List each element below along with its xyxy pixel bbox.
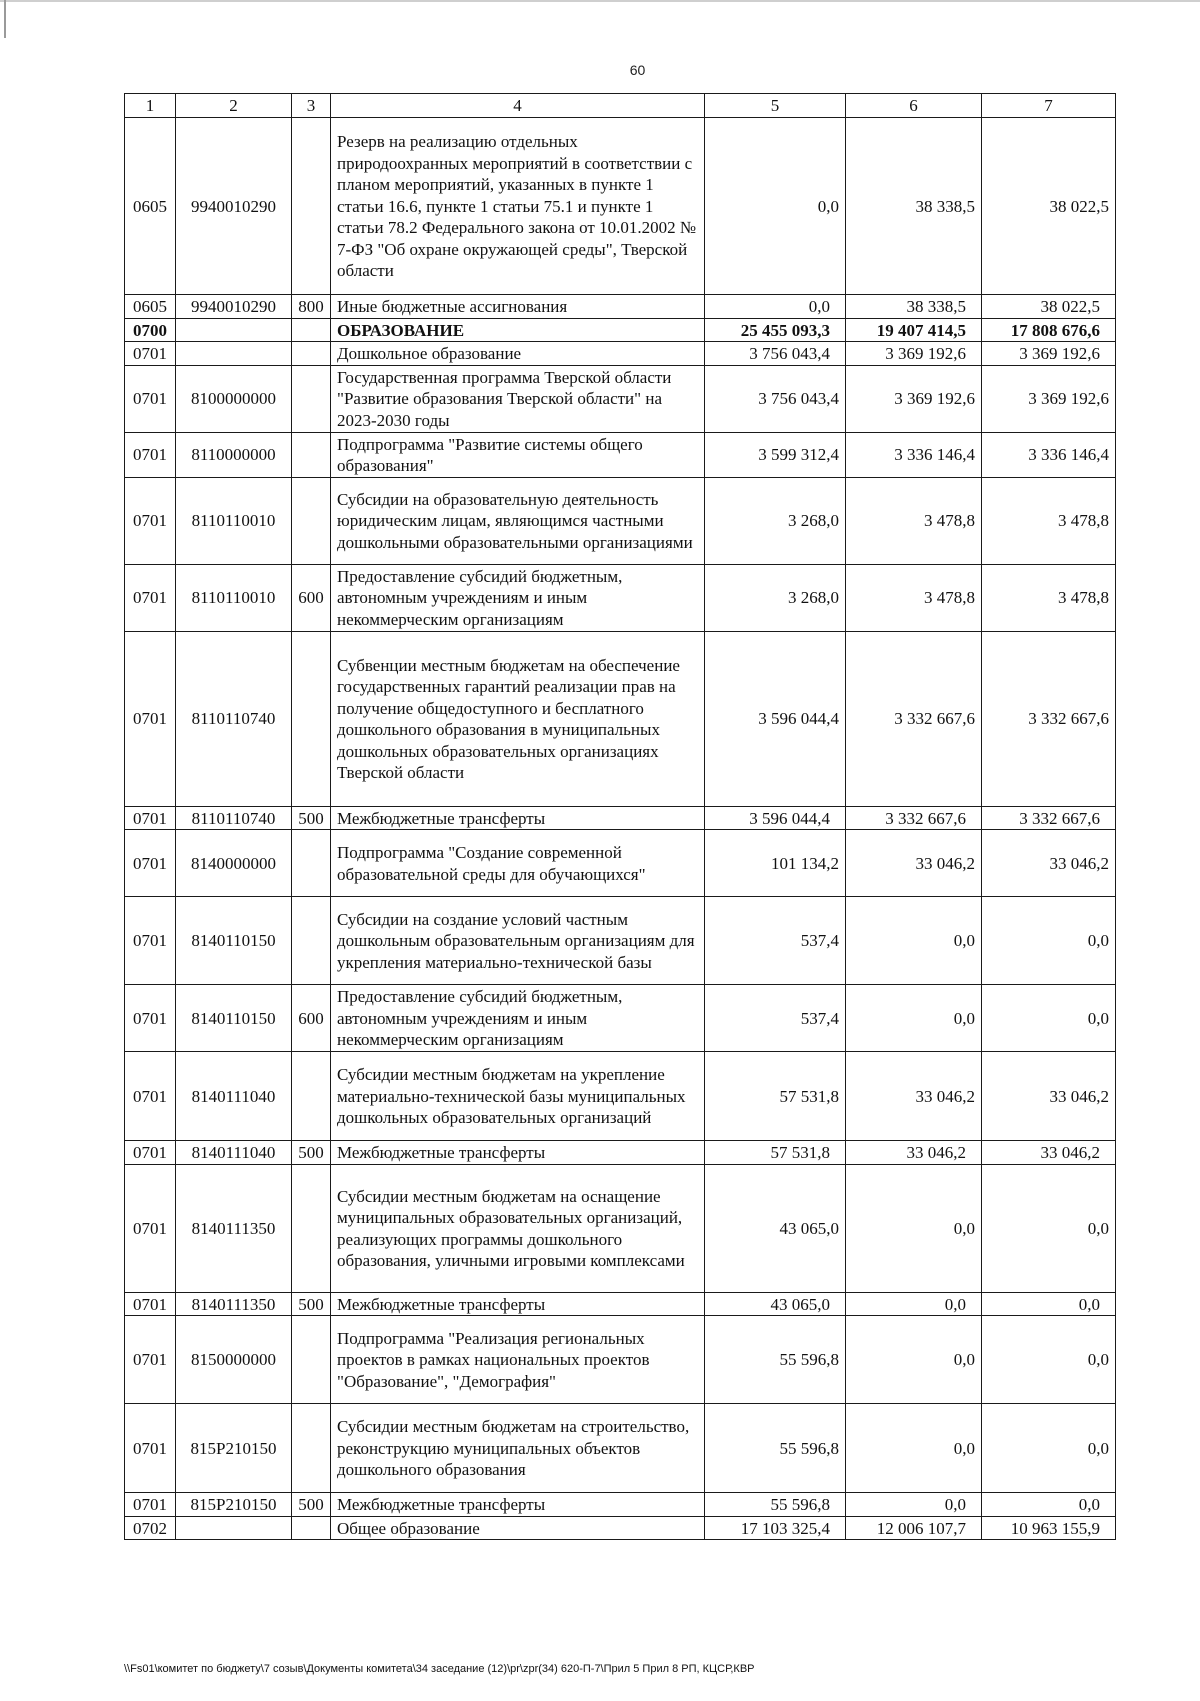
footer-file-path: \\Fs01\комитет по бюджету\7 созыв\Документы комитета\34 заседание (12)\pr\zpr(34) 620-П-7\Прил 5 Прил 8 РП, КЦСР,КВР (124, 1663, 755, 1675)
cell-amount-col6: 33 046,2 (846, 1052, 982, 1141)
cell-amount-col7: 0,0 (982, 1316, 1116, 1404)
cell-amount-col5: 537,4 (705, 897, 846, 985)
cell-amount-col7: 0,0 (982, 1164, 1116, 1292)
table-row (125, 342, 1116, 366)
table-row (125, 365, 1116, 432)
cell-item-name: Межбюджетные трансферты (331, 1141, 705, 1165)
cell-item-name: Подпрограмма "Реализация региональных проектов в рамках национальных проектов "Образование", "Демография" (331, 1316, 705, 1404)
budget-table (124, 93, 1116, 1540)
cell-item-name: Субвенции местным бюджетам на обеспечение государственных гарантий реализации прав на получение общедоступного и бесплатного дошкольного образования в муниципальных дошкольных образовательных организациях Тверской области (331, 631, 705, 806)
cell-section-code: 0701 (125, 477, 176, 564)
cell-amount-col6: 33 046,2 (846, 830, 982, 897)
cell-target-article: 9940010290 (176, 295, 292, 319)
cell-section-code: 0701 (125, 1404, 176, 1493)
cell-amount-col5: 57 531,8 (705, 1052, 846, 1141)
cell-item-name: Межбюджетные трансферты (331, 806, 705, 830)
cell-amount-col5: 57 531,8 (705, 1141, 846, 1165)
header-cell: 3 (292, 94, 331, 118)
cell-expense-type (292, 342, 331, 366)
cell-section-code: 0701 (125, 365, 176, 432)
cell-amount-col6: 0,0 (846, 1404, 982, 1493)
cell-section-code: 0701 (125, 1052, 176, 1141)
cell-expense-type (292, 1052, 331, 1141)
cell-amount-col6: 0,0 (846, 897, 982, 985)
cell-section-code: 0701 (125, 1493, 176, 1517)
cell-section-code: 0701 (125, 1164, 176, 1292)
table-row (125, 1141, 1116, 1165)
cell-amount-col7: 33 046,2 (982, 1141, 1116, 1165)
cell-amount-col5: 3 596 044,4 (705, 631, 846, 806)
table-row (125, 1292, 1116, 1316)
cell-expense-type: 800 (292, 295, 331, 319)
cell-amount-col6: 0,0 (846, 1292, 982, 1316)
table-row (125, 897, 1116, 985)
cell-section-code: 0701 (125, 432, 176, 477)
cell-amount-col6: 3 336 146,4 (846, 432, 982, 477)
cell-amount-col7: 3 336 146,4 (982, 432, 1116, 477)
cell-amount-col7: 3 369 192,6 (982, 342, 1116, 366)
cell-section-code: 0701 (125, 564, 176, 631)
cell-amount-col7: 38 022,5 (982, 118, 1116, 295)
table-row (125, 985, 1116, 1052)
table-row (125, 1404, 1116, 1493)
cell-target-article: 9940010290 (176, 118, 292, 295)
cell-amount-col5: 55 596,8 (705, 1316, 846, 1404)
table-row (125, 295, 1116, 319)
cell-target-article: 8110110740 (176, 806, 292, 830)
cell-target-article: 8150000000 (176, 1316, 292, 1404)
cell-amount-col7: 0,0 (982, 1493, 1116, 1517)
cell-target-article: 8140000000 (176, 830, 292, 897)
cell-amount-col5: 55 596,8 (705, 1404, 846, 1493)
cell-amount-col7: 38 022,5 (982, 295, 1116, 319)
cell-amount-col6: 0,0 (846, 1164, 982, 1292)
table-row (125, 564, 1116, 631)
cell-amount-col6: 12 006 107,7 (846, 1516, 982, 1540)
header-cell: 5 (705, 94, 846, 118)
cell-amount-col6: 3 478,8 (846, 477, 982, 564)
cell-amount-col5: 3 756 043,4 (705, 365, 846, 432)
table-header-row (125, 94, 1116, 118)
cell-amount-col7: 0,0 (982, 897, 1116, 985)
cell-amount-col6: 19 407 414,5 (846, 318, 982, 342)
cell-target-article: 8140110150 (176, 897, 292, 985)
cell-amount-col7: 3 332 667,6 (982, 631, 1116, 806)
scan-edge-left (4, 0, 6, 38)
table-row (125, 1316, 1116, 1404)
cell-amount-col5: 43 065,0 (705, 1164, 846, 1292)
cell-target-article: 8140110150 (176, 985, 292, 1052)
cell-expense-type: 500 (292, 806, 331, 830)
cell-amount-col7: 33 046,2 (982, 830, 1116, 897)
header-cell: 2 (176, 94, 292, 118)
cell-item-name: Общее образование (331, 1516, 705, 1540)
cell-amount-col5: 43 065,0 (705, 1292, 846, 1316)
cell-item-name: Предоставление субсидий бюджетным, автономным учреждениям и иным некоммерческим организациям (331, 985, 705, 1052)
cell-section-code: 0605 (125, 118, 176, 295)
cell-amount-col7: 3 369 192,6 (982, 365, 1116, 432)
cell-expense-type: 500 (292, 1141, 331, 1165)
cell-amount-col5: 101 134,2 (705, 830, 846, 897)
cell-section-code: 0605 (125, 295, 176, 319)
cell-item-name: Субсидии местным бюджетам на оснащение муниципальных образовательных организаций, реализующих программы дошкольного образования, уличными игровыми комплексами (331, 1164, 705, 1292)
cell-amount-col6: 33 046,2 (846, 1141, 982, 1165)
cell-amount-col6: 3 332 667,6 (846, 806, 982, 830)
cell-section-code: 0701 (125, 1316, 176, 1404)
cell-target-article: 8140111040 (176, 1141, 292, 1165)
cell-expense-type (292, 432, 331, 477)
cell-item-name: ОБРАЗОВАНИЕ (331, 318, 705, 342)
cell-amount-col7: 3 332 667,6 (982, 806, 1116, 830)
cell-amount-col5: 3 268,0 (705, 564, 846, 631)
cell-expense-type: 600 (292, 564, 331, 631)
cell-target-article: 8100000000 (176, 365, 292, 432)
cell-item-name: Резерв на реализацию отдельных природоохранных мероприятий в соответствии с планом мероприятий, указанных в пункте 1 статьи 16.6, пункте 1 статьи 75.1 и пункте 1 статьи 78.2 Федерального закона от 10.01.2002 № 7-ФЗ "Об охране окружающей среды", Тверской области (331, 118, 705, 295)
cell-section-code: 0702 (125, 1516, 176, 1540)
cell-item-name: Межбюджетные трансферты (331, 1493, 705, 1517)
cell-amount-col7: 0,0 (982, 1404, 1116, 1493)
cell-section-code: 0701 (125, 830, 176, 897)
cell-amount-col7: 0,0 (982, 985, 1116, 1052)
cell-section-code: 0701 (125, 1292, 176, 1316)
table-row (125, 1493, 1116, 1517)
cell-amount-col7: 33 046,2 (982, 1052, 1116, 1141)
cell-item-name: Предоставление субсидий бюджетным, автономным учреждениям и иным некоммерческим организациям (331, 564, 705, 631)
cell-amount-col6: 0,0 (846, 985, 982, 1052)
cell-section-code: 0701 (125, 985, 176, 1052)
cell-section-code: 0701 (125, 342, 176, 366)
cell-item-name: Государственная программа Тверской области "Развитие образования Тверской области" на 2023-2030 годы (331, 365, 705, 432)
table-row (125, 806, 1116, 830)
cell-expense-type (292, 897, 331, 985)
cell-amount-col6: 3 369 192,6 (846, 365, 982, 432)
cell-item-name: Субсидии на создание условий частным дошкольным образовательным организациям для укрепления материально-технической базы (331, 897, 705, 985)
cell-expense-type (292, 830, 331, 897)
cell-expense-type: 600 (292, 985, 331, 1052)
cell-expense-type (292, 118, 331, 295)
table-row (125, 830, 1116, 897)
cell-amount-col5: 3 599 312,4 (705, 432, 846, 477)
table-row (125, 1164, 1116, 1292)
cell-target-article: 8110110010 (176, 564, 292, 631)
cell-expense-type: 500 (292, 1493, 331, 1517)
cell-amount-col5: 537,4 (705, 985, 846, 1052)
cell-item-name: Иные бюджетные ассигнования (331, 295, 705, 319)
cell-expense-type (292, 318, 331, 342)
page-number: 60 (629, 62, 646, 78)
cell-amount-col7: 3 478,8 (982, 477, 1116, 564)
cell-item-name: Подпрограмма "Создание современной образовательной среды для обучающихся" (331, 830, 705, 897)
cell-target-article: 8140111350 (176, 1164, 292, 1292)
cell-target-article: 8140111040 (176, 1052, 292, 1141)
cell-amount-col5: 25 455 093,3 (705, 318, 846, 342)
cell-item-name: Субсидии на образовательную деятельность юридическим лицам, являющимся частными дошкольными образовательными организациями (331, 477, 705, 564)
cell-section-code: 0701 (125, 631, 176, 806)
cell-amount-col5: 0,0 (705, 295, 846, 319)
cell-amount-col7: 10 963 155,9 (982, 1516, 1116, 1540)
cell-item-name: Дошкольное образование (331, 342, 705, 366)
cell-item-name: Субсидии местным бюджетам на укрепление материально-технической базы муниципальных дошкольных образовательных организаций (331, 1052, 705, 1141)
cell-amount-col5: 3 596 044,4 (705, 806, 846, 830)
cell-amount-col6: 38 338,5 (846, 118, 982, 295)
table-row (125, 432, 1116, 477)
cell-amount-col5: 55 596,8 (705, 1493, 846, 1517)
cell-amount-col6: 3 369 192,6 (846, 342, 982, 366)
cell-expense-type (292, 631, 331, 806)
cell-amount-col5: 3 756 043,4 (705, 342, 846, 366)
cell-target-article (176, 318, 292, 342)
cell-item-name: Межбюджетные трансферты (331, 1292, 705, 1316)
cell-amount-col7: 0,0 (982, 1292, 1116, 1316)
cell-target-article: 8140111350 (176, 1292, 292, 1316)
table-row (125, 318, 1116, 342)
cell-target-article: 815P210150 (176, 1404, 292, 1493)
cell-section-code: 0701 (125, 806, 176, 830)
table-row (125, 118, 1116, 295)
table-row (125, 477, 1116, 564)
cell-amount-col6: 3 478,8 (846, 564, 982, 631)
cell-amount-col6: 0,0 (846, 1316, 982, 1404)
cell-amount-col6: 0,0 (846, 1493, 982, 1517)
cell-target-article (176, 342, 292, 366)
scan-edge-top (0, 0, 1200, 2)
cell-expense-type (292, 365, 331, 432)
cell-amount-col5: 0,0 (705, 118, 846, 295)
cell-expense-type (292, 1404, 331, 1493)
cell-amount-col6: 38 338,5 (846, 295, 982, 319)
cell-target-article: 8110110010 (176, 477, 292, 564)
cell-expense-type (292, 1516, 331, 1540)
header-cell: 4 (331, 94, 705, 118)
cell-amount-col7: 17 808 676,6 (982, 318, 1116, 342)
cell-target-article: 8110110740 (176, 631, 292, 806)
cell-target-article: 8110000000 (176, 432, 292, 477)
cell-section-code: 0701 (125, 897, 176, 985)
cell-expense-type (292, 1164, 331, 1292)
cell-target-article: 815P210150 (176, 1493, 292, 1517)
cell-section-code: 0701 (125, 1141, 176, 1165)
cell-amount-col6: 3 332 667,6 (846, 631, 982, 806)
table-row (125, 1516, 1116, 1540)
cell-amount-col5: 3 268,0 (705, 477, 846, 564)
header-cell: 6 (846, 94, 982, 118)
cell-amount-col7: 3 478,8 (982, 564, 1116, 631)
cell-target-article (176, 1516, 292, 1540)
cell-expense-type (292, 477, 331, 564)
cell-section-code: 0700 (125, 318, 176, 342)
table-row (125, 1052, 1116, 1141)
header-cell: 1 (125, 94, 176, 118)
cell-item-name: Подпрограмма "Развитие системы общего образования" (331, 432, 705, 477)
cell-item-name: Субсидии местным бюджетам на строительство, реконструкцию муниципальных объектов дошкольного образования (331, 1404, 705, 1493)
cell-expense-type (292, 1316, 331, 1404)
budget-table-body (125, 94, 1116, 1540)
cell-expense-type: 500 (292, 1292, 331, 1316)
cell-amount-col5: 17 103 325,4 (705, 1516, 846, 1540)
table-row (125, 631, 1116, 806)
header-cell: 7 (982, 94, 1116, 118)
